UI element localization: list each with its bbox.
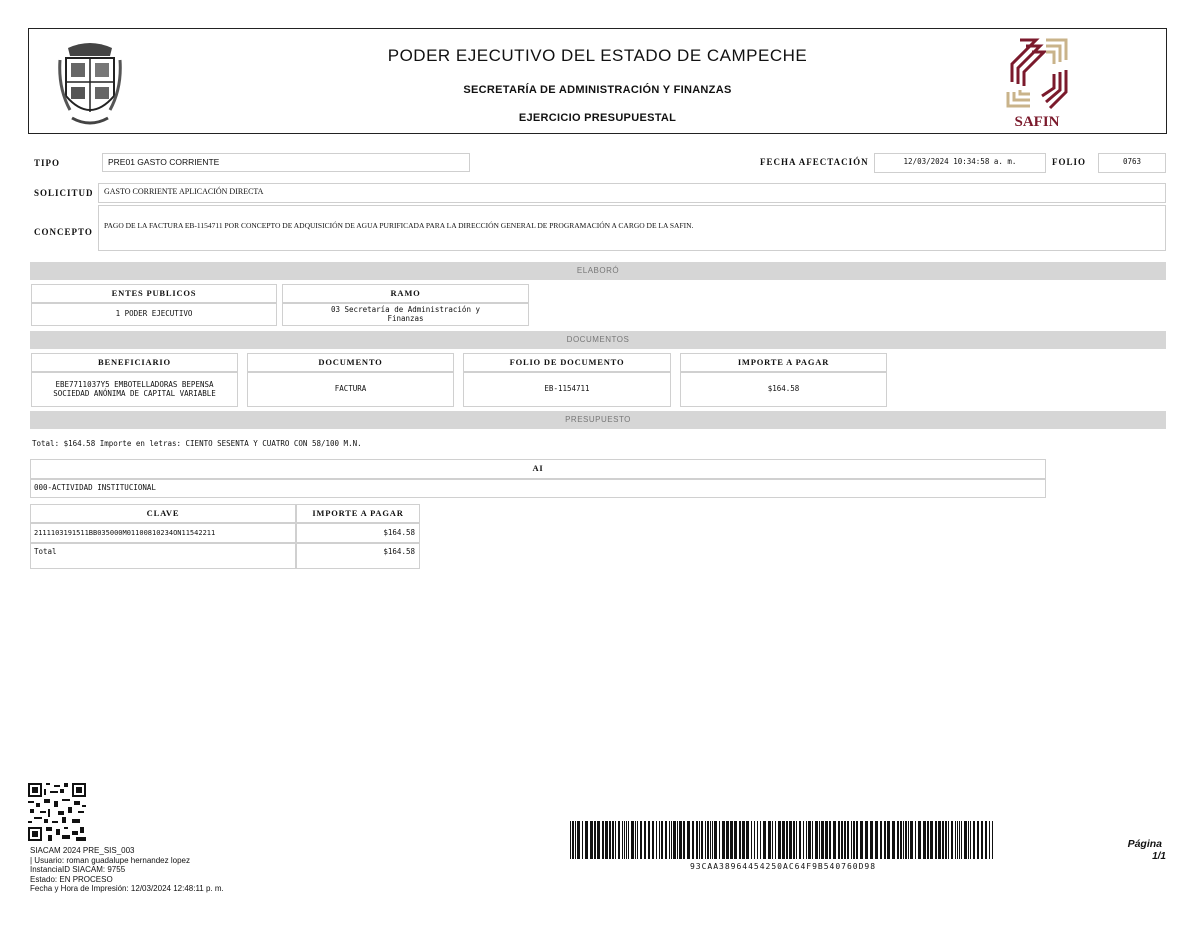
barcode-bar xyxy=(707,821,709,859)
barcode-bar xyxy=(624,821,625,859)
barcode-bar xyxy=(763,821,766,859)
barcode-bar xyxy=(985,821,987,859)
barcode-bar xyxy=(992,821,993,859)
barcode-bar xyxy=(793,821,795,859)
ai-header: AI xyxy=(30,459,1046,479)
concepto-field: PAGO DE LA FACTURA EB-1154711 POR CONCEPTO DE ADQUISICIÓN DE AGUA PURIFICADA PARA LA DIRECCIÓN GENERAL DE PROGRAMACIÓN A CARGO DE LA SAFIN. xyxy=(98,205,1166,251)
barcode-bar xyxy=(590,821,593,859)
barcode-bar xyxy=(631,821,634,859)
barcode-bar xyxy=(659,821,660,859)
footer-line-2: | Usuario: roman guadalupe hernandez lopez xyxy=(30,855,190,865)
barcode-bar xyxy=(696,821,698,859)
barcode-bar xyxy=(955,821,956,859)
barcode-bar xyxy=(806,821,807,859)
barcode-bar xyxy=(860,821,863,859)
fecha-afectacion-field: 12/03/2024 10:34:58 a. m. xyxy=(874,153,1046,173)
importe-header: IMPORTE A PAGAR xyxy=(296,504,420,523)
barcode-bar xyxy=(989,821,990,859)
clave-header: CLAVE xyxy=(30,504,296,523)
barcode-bar xyxy=(973,821,975,859)
barcode-bar xyxy=(677,821,678,859)
elaboro-band: ELABORÓ xyxy=(30,262,1166,280)
barcode-bar xyxy=(812,821,813,859)
barcode-bar xyxy=(665,821,667,859)
barcode-bar xyxy=(903,821,904,859)
barcode-bar xyxy=(959,821,960,859)
barcode-bar xyxy=(977,821,979,859)
barcode-bar xyxy=(683,821,685,859)
ramo-header: RAMO xyxy=(282,284,529,303)
barcode-bar xyxy=(722,821,725,859)
barcode-text: 93CAA38964454250AC64F9B540760D98 xyxy=(689,862,877,871)
qr-code-icon xyxy=(28,783,86,841)
barcode-bar xyxy=(609,821,611,859)
barcode-bar xyxy=(637,821,638,859)
footer-info xyxy=(30,846,330,894)
barcode-bar xyxy=(870,821,873,859)
barcode-bar xyxy=(775,821,776,859)
barcode-bar xyxy=(838,821,840,859)
footer-line-4: Estado: EN PROCESO xyxy=(30,874,113,884)
barcode-bar xyxy=(938,821,941,859)
barcode-bar xyxy=(847,821,849,859)
barcode-bar xyxy=(930,821,933,859)
importe-pagar-value: $164.58 xyxy=(680,372,887,407)
page-subtitle-2: EJERCICIO PRESUPUESTAL xyxy=(518,112,677,124)
barcode-bar xyxy=(935,821,937,859)
entes-publicos-value: 1 PODER EJECUTIVO xyxy=(31,303,277,326)
total-importe-letras: Total: $164.58 Importe en letras: CIENTO SESENTA Y CUATRO CON 58/100 M.N. xyxy=(32,439,362,448)
barcode-bar xyxy=(768,821,771,859)
barcode-bar xyxy=(908,821,909,859)
barcode-bar xyxy=(981,821,983,859)
safin-logo-icon xyxy=(1000,36,1074,114)
ai-value: 000-ACTIVIDAD INSTITUCIONAL xyxy=(30,479,1046,498)
barcode-bar xyxy=(808,821,811,859)
barcode-bar xyxy=(942,821,944,859)
barcode-bar xyxy=(615,821,616,859)
footer-line-5: Fecha y Hora de Impresión: 12/03/2024 12:48:11 p. m. xyxy=(30,884,224,893)
barcode-bar xyxy=(961,821,962,859)
footer-line-3: InstanciaID SIACAM: 9755 xyxy=(30,865,126,874)
tipo-field: PRE01 GASTO CORRIENTE xyxy=(102,153,470,172)
barcode-bar xyxy=(815,821,818,859)
folio-documento-value: EB-1154711 xyxy=(463,372,671,407)
tipo-label: TIPO xyxy=(34,158,61,168)
barcode-bar xyxy=(865,821,868,859)
importe-row-total: $164.58 xyxy=(296,543,420,569)
barcode-bar xyxy=(679,821,682,859)
barcode-bar xyxy=(597,821,600,859)
barcode-bar xyxy=(957,821,958,859)
barcode-bar xyxy=(648,821,650,859)
barcode-bar xyxy=(582,821,583,859)
barcode-bar xyxy=(819,821,820,859)
barcode-bar xyxy=(782,821,785,859)
barcode-bar xyxy=(945,821,947,859)
barcode-bar xyxy=(585,821,588,859)
barcode-bar xyxy=(612,821,614,859)
barcode-bar xyxy=(825,821,828,859)
barcode-bar xyxy=(948,821,949,859)
barcode-bar xyxy=(605,821,608,859)
barcode-bar xyxy=(754,821,755,859)
barcode-bar xyxy=(951,821,953,859)
barcode-bar xyxy=(856,821,858,859)
barcode-bar xyxy=(841,821,843,859)
barcode-bar xyxy=(739,821,741,859)
barcode-bar xyxy=(602,821,604,859)
barcode-bar xyxy=(712,821,713,859)
barcode-bar xyxy=(570,821,571,859)
concepto-label: CONCEPTO xyxy=(34,227,93,237)
safin-logo xyxy=(1000,36,1074,132)
barcode-bar xyxy=(778,821,781,859)
barcode-bar xyxy=(622,821,623,859)
barcode-bar xyxy=(851,821,852,859)
barcode-bar xyxy=(884,821,886,859)
barcode-bar xyxy=(640,821,642,859)
clave-row-1: 2111103191511BB035000M01100810234ON11542211 xyxy=(30,523,296,543)
barcode-bar xyxy=(626,821,627,859)
barcode-bar xyxy=(751,821,752,859)
importe-row-1: $164.58 xyxy=(296,523,420,543)
fecha-afectacion-label: FECHA AFECTACIÓN xyxy=(760,157,869,167)
barcode-icon xyxy=(568,821,998,859)
barcode-bar xyxy=(656,821,657,859)
page-subtitle: SECRETARÍA DE ADMINISTRACIÓN Y FINANZAS xyxy=(463,84,732,96)
page-number-label: Página xyxy=(1127,838,1162,850)
barcode-bar xyxy=(742,821,745,859)
barcode-bar xyxy=(705,821,706,859)
barcode-bar xyxy=(875,821,878,859)
barcode-bar xyxy=(714,821,717,859)
barcode-bar xyxy=(915,821,916,859)
barcode-bar xyxy=(789,821,792,859)
barcode-bar xyxy=(572,821,574,859)
barcode-bar xyxy=(796,821,797,859)
barcode-bar xyxy=(772,821,773,859)
barcode-bar xyxy=(710,821,711,859)
barcode-bar xyxy=(699,821,700,859)
beneficiario-header: BENEFICIARIO xyxy=(31,353,238,372)
ramo-value: 03 Secretaría de Administración y Finanzas xyxy=(282,303,529,326)
folio-field: 0763 xyxy=(1098,153,1166,173)
barcode-bar xyxy=(652,821,654,859)
barcode-bar xyxy=(618,821,620,859)
safin-logo-text: SAFIN xyxy=(1014,114,1060,130)
barcode-bar xyxy=(746,821,749,859)
barcode-bar xyxy=(594,821,596,859)
barcode-bar xyxy=(577,821,580,859)
barcode-bar xyxy=(673,821,676,859)
barcode-bar xyxy=(799,821,801,859)
barcode-bar xyxy=(927,821,929,859)
barcode-bar xyxy=(661,821,663,859)
barcode-bar xyxy=(628,821,629,859)
barcode-bar xyxy=(635,821,636,859)
barcode-bar xyxy=(900,821,902,859)
barcode-bar xyxy=(829,821,831,859)
folio-documento-header: FOLIO DE DOCUMENTO xyxy=(463,353,671,372)
barcode-bar xyxy=(918,821,921,859)
barcode-bar xyxy=(964,821,967,859)
barcode-bar xyxy=(887,821,890,859)
barcode-bar xyxy=(687,821,690,859)
footer-line-1: SIACAM 2024 PRE_SIS_003 xyxy=(30,846,135,855)
barcode-bar xyxy=(730,821,733,859)
barcode-bar xyxy=(821,821,824,859)
solicitud-label: SOLICITUD xyxy=(34,188,94,198)
barcode-bar xyxy=(905,821,907,859)
barcode-bar xyxy=(844,821,846,859)
entes-publicos-header: ENTES PUBLICOS xyxy=(31,284,277,303)
barcode-bar xyxy=(853,821,855,859)
barcode-bar xyxy=(734,821,737,859)
importe-pagar-header: IMPORTE A PAGAR xyxy=(680,353,887,372)
barcode-bar xyxy=(880,821,882,859)
barcode-bar xyxy=(892,821,895,859)
barcode-bar xyxy=(760,821,761,859)
barcode-bar xyxy=(803,821,804,859)
page-number-value: 1/1 xyxy=(1152,851,1166,862)
barcode-bar xyxy=(692,821,694,859)
barcode-bar xyxy=(644,821,646,859)
presupuesto-band: PRESUPUESTO xyxy=(30,411,1166,429)
solicitud-field: GASTO CORRIENTE APLICACIÓN DIRECTA xyxy=(98,183,1166,203)
barcode-bar xyxy=(669,821,670,859)
barcode-bar xyxy=(719,821,720,859)
folio-label: FOLIO xyxy=(1052,157,1087,167)
documento-value: FACTURA xyxy=(247,372,454,407)
barcode-bar xyxy=(701,821,703,859)
clave-row-total: Total xyxy=(30,543,296,569)
barcode-bar xyxy=(970,821,971,859)
documento-header: DOCUMENTO xyxy=(247,353,454,372)
documentos-band: DOCUMENTOS xyxy=(30,331,1166,349)
barcode-bar xyxy=(910,821,913,859)
page-title: PODER EJECUTIVO DEL ESTADO DE CAMPECHE xyxy=(387,46,808,65)
barcode-bar xyxy=(757,821,758,859)
barcode-bar xyxy=(726,821,729,859)
barcode-bar xyxy=(575,821,576,859)
barcode-bar xyxy=(833,821,836,859)
barcode-bar xyxy=(968,821,969,859)
barcode-bar xyxy=(923,821,926,859)
barcode-bar xyxy=(786,821,788,859)
barcode-bar xyxy=(671,821,672,859)
barcode-bar xyxy=(897,821,899,859)
beneficiario-value: EBE7711037Y5 EMBOTELLADORAS BEPENSA SOCIEDAD ANÓNIMA DE CAPITAL VARIABLE xyxy=(31,372,238,407)
